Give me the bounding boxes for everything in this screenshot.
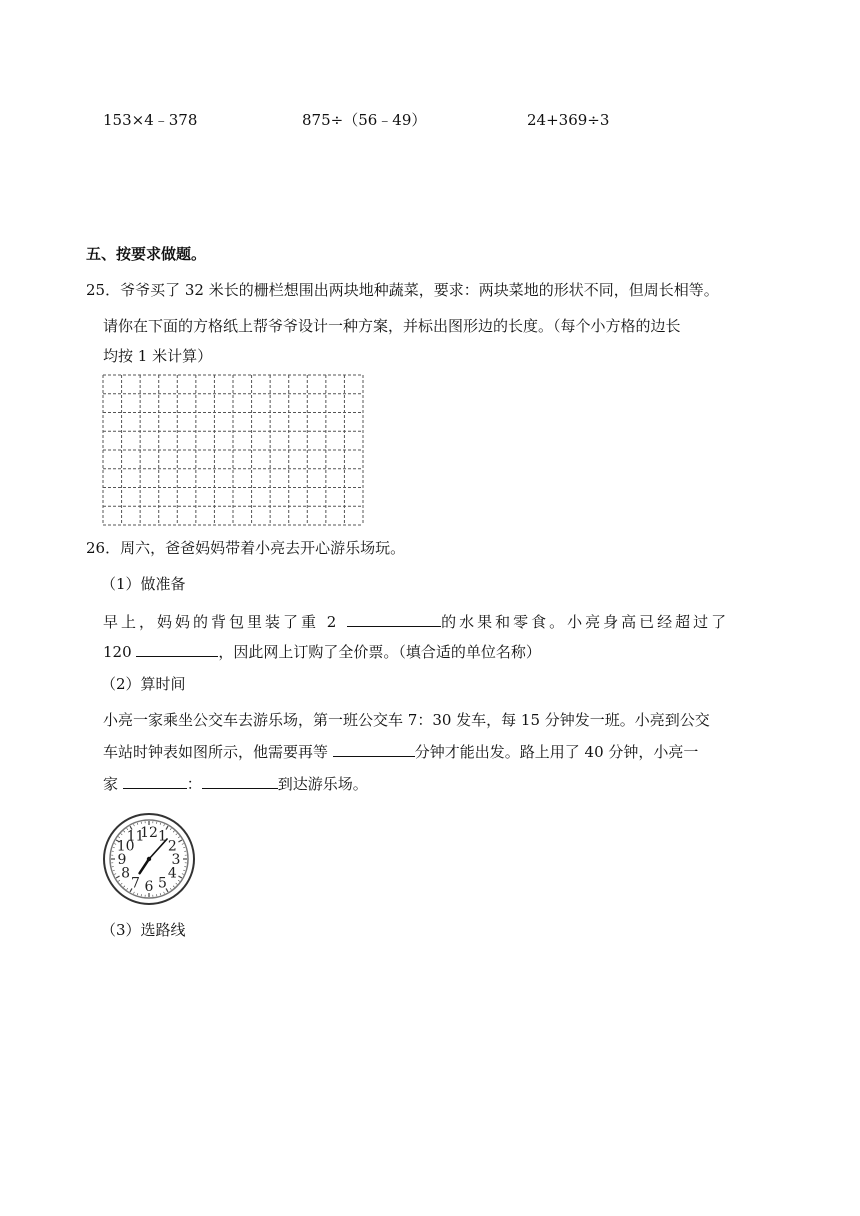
clock-illustration	[100, 813, 198, 905]
question-25-line-1	[86, 280, 719, 300]
answer-blank-arrival-hour[interactable]	[123, 772, 187, 789]
clock-number: 5	[158, 875, 167, 892]
dashed-square-grid[interactable]	[102, 374, 364, 526]
part-2-line-2: 车站时钟表如图所示，他需要再等 分钟才能出发。路上用了 40 分钟，小亮一	[103, 740, 698, 762]
question-25-line-2: 请你在下面的方格纸上帮爷爷设计一种方案，并标出图形边的长度。（每个小方格的边长	[103, 317, 681, 335]
clock-number: 9	[117, 852, 127, 868]
part-1-line-2: 120 ，因此网上订购了全价票。（填合适的单位名称）	[103, 640, 541, 662]
question-number: 25．	[86, 281, 121, 299]
expression-3: 24+369÷3	[527, 111, 610, 129]
part-3-heading: （3）选路线	[101, 921, 186, 939]
clock-number: 3	[171, 852, 181, 868]
question-26-intro	[86, 538, 405, 558]
expression-2: 875÷（56﹣49）	[302, 111, 427, 129]
question-text: 周六，爸爸妈妈带着小亮去开心游乐场玩。	[120, 539, 406, 557]
part-1-heading: （1）做准备	[101, 575, 186, 593]
answer-blank-height-unit[interactable]	[136, 640, 218, 657]
clock-number: 2	[167, 838, 177, 855]
clock-number: 4	[167, 865, 177, 882]
expression-1: 153×4﹣378	[103, 111, 198, 129]
clock-number: 11	[126, 828, 145, 845]
clock-number: 12	[140, 825, 158, 841]
question-25-line-3: 均按 1 米计算）	[103, 347, 213, 365]
part-2-heading: （2）算时间	[101, 675, 186, 693]
clock-number: 7	[131, 875, 140, 892]
question-text: 爷爷买了 32 米长的栅栏想围出两块地种蔬菜，要求：两块菜地的形状不同，但周长相等。	[120, 281, 719, 299]
clock-center-pin	[147, 857, 151, 861]
part-2-line-1: 小亮一家乘坐公交车去游乐场，第一班公交车 7：30 发车，每 15 分钟发一班。小亮到公交	[103, 711, 710, 729]
answer-blank-weight-unit[interactable]	[347, 610, 441, 627]
clock-number: 6	[144, 879, 154, 895]
clock-number: 8	[121, 865, 131, 882]
part-1-line-1: 早上，妈妈的背包里装了重 2 的水果和零食。小亮身高已经超过了	[103, 610, 729, 632]
clock-number: 10	[116, 838, 135, 855]
question-number: 26．	[86, 539, 121, 557]
answer-blank-wait-minutes[interactable]	[333, 740, 415, 757]
clock-number: 1	[158, 828, 167, 845]
part-2-line-3: 家 ： 到达游乐场。	[103, 772, 368, 794]
answer-blank-arrival-minute[interactable]	[202, 772, 278, 789]
section-title: 五、按要求做题。	[86, 245, 207, 263]
